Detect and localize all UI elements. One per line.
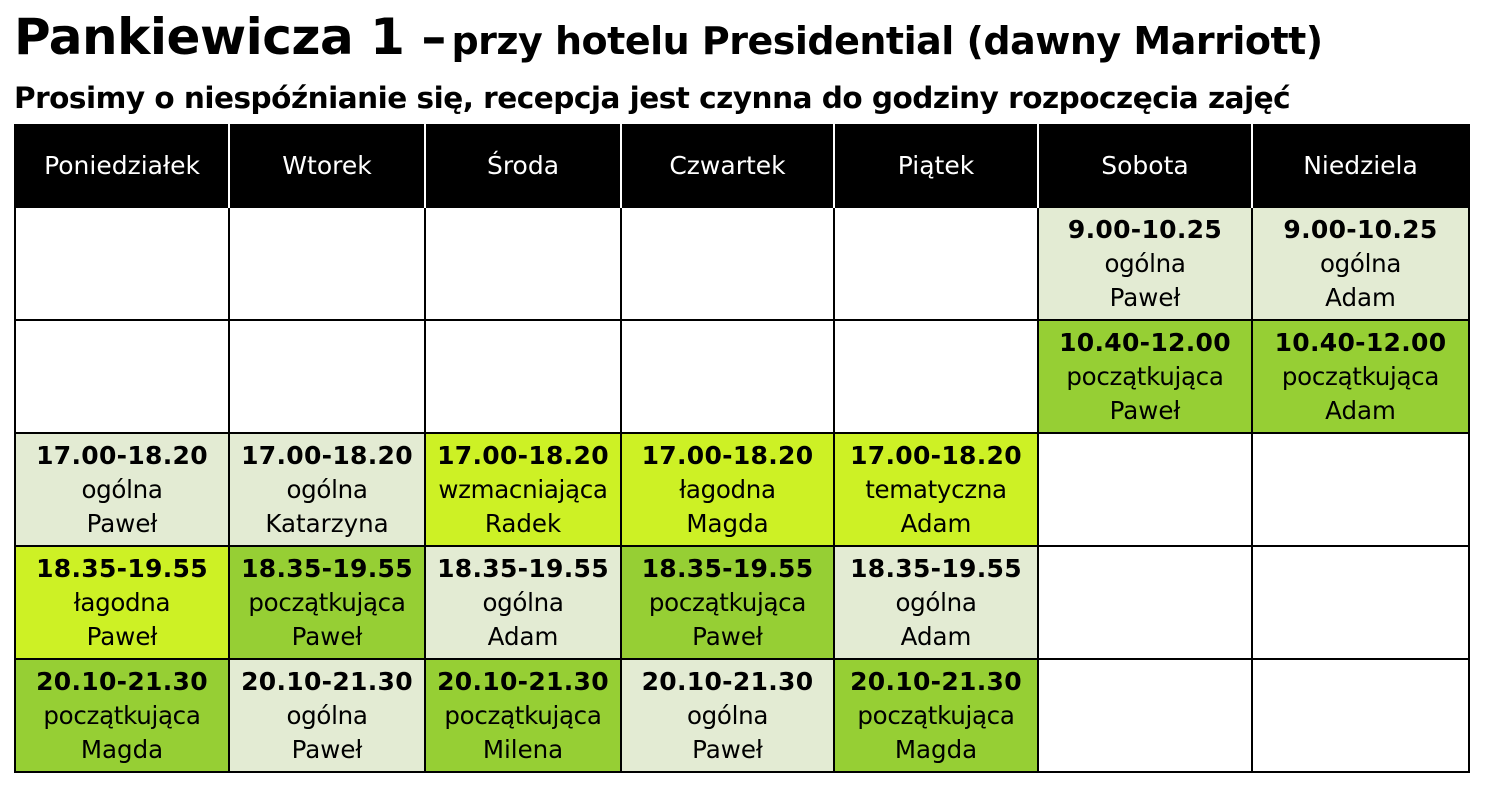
day-header-niedziela: Niedziela: [1252, 124, 1469, 207]
class-time: 10.40-12.00: [1274, 327, 1447, 357]
page-subtitle: Prosimy o niespóźnianie się, recepcja jest czynna do godziny rozpoczęcia zajęć: [14, 81, 1291, 115]
class-type: ogólna: [81, 474, 163, 504]
class-cell-sobota: [1038, 207, 1252, 320]
class-type: ogólna: [482, 587, 564, 617]
empty-cell: [834, 320, 1038, 433]
class-teacher: Magda: [894, 734, 978, 764]
class-info: [426, 439, 620, 541]
class-cell-czwartek: [621, 546, 834, 659]
class-time: 9.00-10.25: [1067, 214, 1223, 244]
empty-cell: [1038, 546, 1252, 659]
empty-cell: [425, 207, 621, 320]
page-title: [14, 8, 1323, 66]
class-info: [1039, 213, 1251, 315]
class-cell-sobota: [1038, 320, 1252, 433]
day-header-wtorek: Wtorek: [229, 124, 425, 207]
class-time: 17.00-18.20: [641, 440, 814, 470]
class-time: 20.10-21.30: [641, 666, 814, 696]
class-teacher: Adam: [900, 508, 972, 538]
class-time: 18.35-19.55: [850, 553, 1022, 583]
empty-cell: [1038, 659, 1252, 772]
class-time: 9.00-10.25: [1283, 214, 1438, 244]
class-type: początkująca: [648, 587, 807, 617]
title-location: przy hotelu Presidential (dawny Marriott): [451, 19, 1323, 63]
class-info: [622, 552, 833, 654]
class-teacher: Paweł: [692, 734, 763, 764]
empty-cell: [1252, 659, 1469, 772]
schedule-row: [15, 207, 1469, 320]
schedule-row: [15, 659, 1469, 772]
class-teacher: Magda: [80, 734, 164, 764]
class-cell-wtorek: [229, 433, 425, 546]
schedule-table: [14, 124, 1470, 773]
class-type: ogólna: [686, 700, 769, 730]
class-time: 18.35-19.55: [36, 553, 208, 583]
class-type: ogólna: [286, 700, 368, 730]
class-type: ogólna: [1104, 248, 1186, 278]
class-info: [426, 552, 620, 654]
empty-cell: [15, 207, 229, 320]
schedule-row: [15, 546, 1469, 659]
class-type: początkująca: [857, 700, 1015, 730]
class-time: 20.10-21.30: [241, 666, 413, 696]
class-cell-poniedzialek: [15, 659, 229, 772]
class-teacher: Milena: [482, 734, 564, 764]
class-type: początkująca: [248, 587, 406, 617]
class-type: początkująca: [1066, 361, 1224, 391]
class-teacher: Paweł: [291, 621, 363, 651]
class-info: [835, 665, 1037, 767]
class-type: początkująca: [444, 700, 602, 730]
empty-cell: [229, 207, 425, 320]
day-header-row: [15, 124, 1469, 207]
class-info: [835, 552, 1037, 654]
class-info: [622, 439, 833, 541]
class-type: początkująca: [43, 700, 201, 730]
class-time: 18.35-19.55: [241, 553, 413, 583]
class-teacher: Adam: [1325, 282, 1396, 312]
class-teacher: Adam: [487, 621, 559, 651]
class-time: 17.00-18.20: [850, 440, 1022, 470]
empty-cell: [229, 320, 425, 433]
day-header-sroda: Środa: [425, 124, 621, 207]
class-info: [230, 665, 424, 767]
class-teacher: Magda: [686, 508, 769, 538]
class-time: 17.00-18.20: [437, 440, 609, 470]
empty-cell: [1038, 433, 1252, 546]
class-info: [230, 552, 424, 654]
schedule-row: [15, 320, 1469, 433]
class-info: [426, 665, 620, 767]
class-time: 17.00-18.20: [241, 440, 413, 470]
title-address: Pankiewicza 1 –: [14, 8, 446, 66]
class-type: łagodna: [679, 474, 776, 504]
class-cell-sroda: [425, 659, 621, 772]
class-time: 20.10-21.30: [36, 666, 208, 696]
class-info: [835, 439, 1037, 541]
class-teacher: Katarzyna: [265, 508, 389, 538]
empty-cell: [425, 320, 621, 433]
empty-cell: [834, 207, 1038, 320]
day-header-sobota: Sobota: [1038, 124, 1252, 207]
class-cell-wtorek: [229, 546, 425, 659]
class-info: [230, 439, 424, 541]
class-type: ogólna: [895, 587, 977, 617]
class-cell-piatek: [834, 433, 1038, 546]
class-teacher: Paweł: [1109, 282, 1181, 312]
empty-cell: [1252, 433, 1469, 546]
day-header-piatek: Piątek: [834, 124, 1038, 207]
day-header-poniedzialek: Poniedziałek: [15, 124, 229, 207]
class-time: 18.35-19.55: [437, 553, 609, 583]
class-time: 17.00-18.20: [36, 440, 208, 470]
class-cell-piatek: [834, 659, 1038, 772]
class-cell-czwartek: [621, 433, 834, 546]
class-time: 10.40-12.00: [1059, 327, 1231, 357]
empty-cell: [621, 320, 834, 433]
class-teacher: Adam: [1325, 395, 1396, 425]
class-cell-czwartek: [621, 659, 834, 772]
class-cell-poniedzialek: [15, 546, 229, 659]
class-cell-piatek: [834, 546, 1038, 659]
class-info: [1039, 326, 1251, 428]
class-cell-poniedzialek: [15, 433, 229, 546]
class-info: [1253, 213, 1468, 315]
class-teacher: Paweł: [692, 621, 763, 651]
class-cell-niedziela: [1252, 207, 1469, 320]
class-time: 18.35-19.55: [641, 553, 814, 583]
empty-cell: [621, 207, 834, 320]
class-type: łagodna: [73, 587, 171, 617]
class-type: wzmacniająca: [438, 474, 608, 504]
class-cell-sroda: [425, 433, 621, 546]
class-info: [622, 665, 833, 767]
class-cell-sroda: [425, 546, 621, 659]
day-header-czwartek: Czwartek: [621, 124, 834, 207]
class-teacher: Adam: [900, 621, 972, 651]
class-teacher: Paweł: [86, 621, 158, 651]
class-type: początkująca: [1281, 361, 1440, 391]
empty-cell: [15, 320, 229, 433]
class-info: [16, 552, 228, 654]
class-type: ogólna: [286, 474, 368, 504]
class-time: 20.10-21.30: [850, 666, 1022, 696]
class-teacher: Paweł: [291, 734, 363, 764]
class-type: ogólna: [1319, 248, 1402, 278]
class-teacher: Paweł: [1109, 395, 1181, 425]
class-teacher: Paweł: [86, 508, 158, 538]
class-type: tematyczna: [865, 474, 1007, 504]
class-cell-wtorek: [229, 659, 425, 772]
class-info: [16, 665, 228, 767]
class-info: [16, 439, 228, 541]
class-teacher: Radek: [484, 508, 562, 538]
class-info: [1253, 326, 1468, 428]
empty-cell: [1252, 546, 1469, 659]
class-cell-niedziela: [1252, 320, 1469, 433]
class-time: 20.10-21.30: [437, 666, 609, 696]
schedule-row: [15, 433, 1469, 546]
